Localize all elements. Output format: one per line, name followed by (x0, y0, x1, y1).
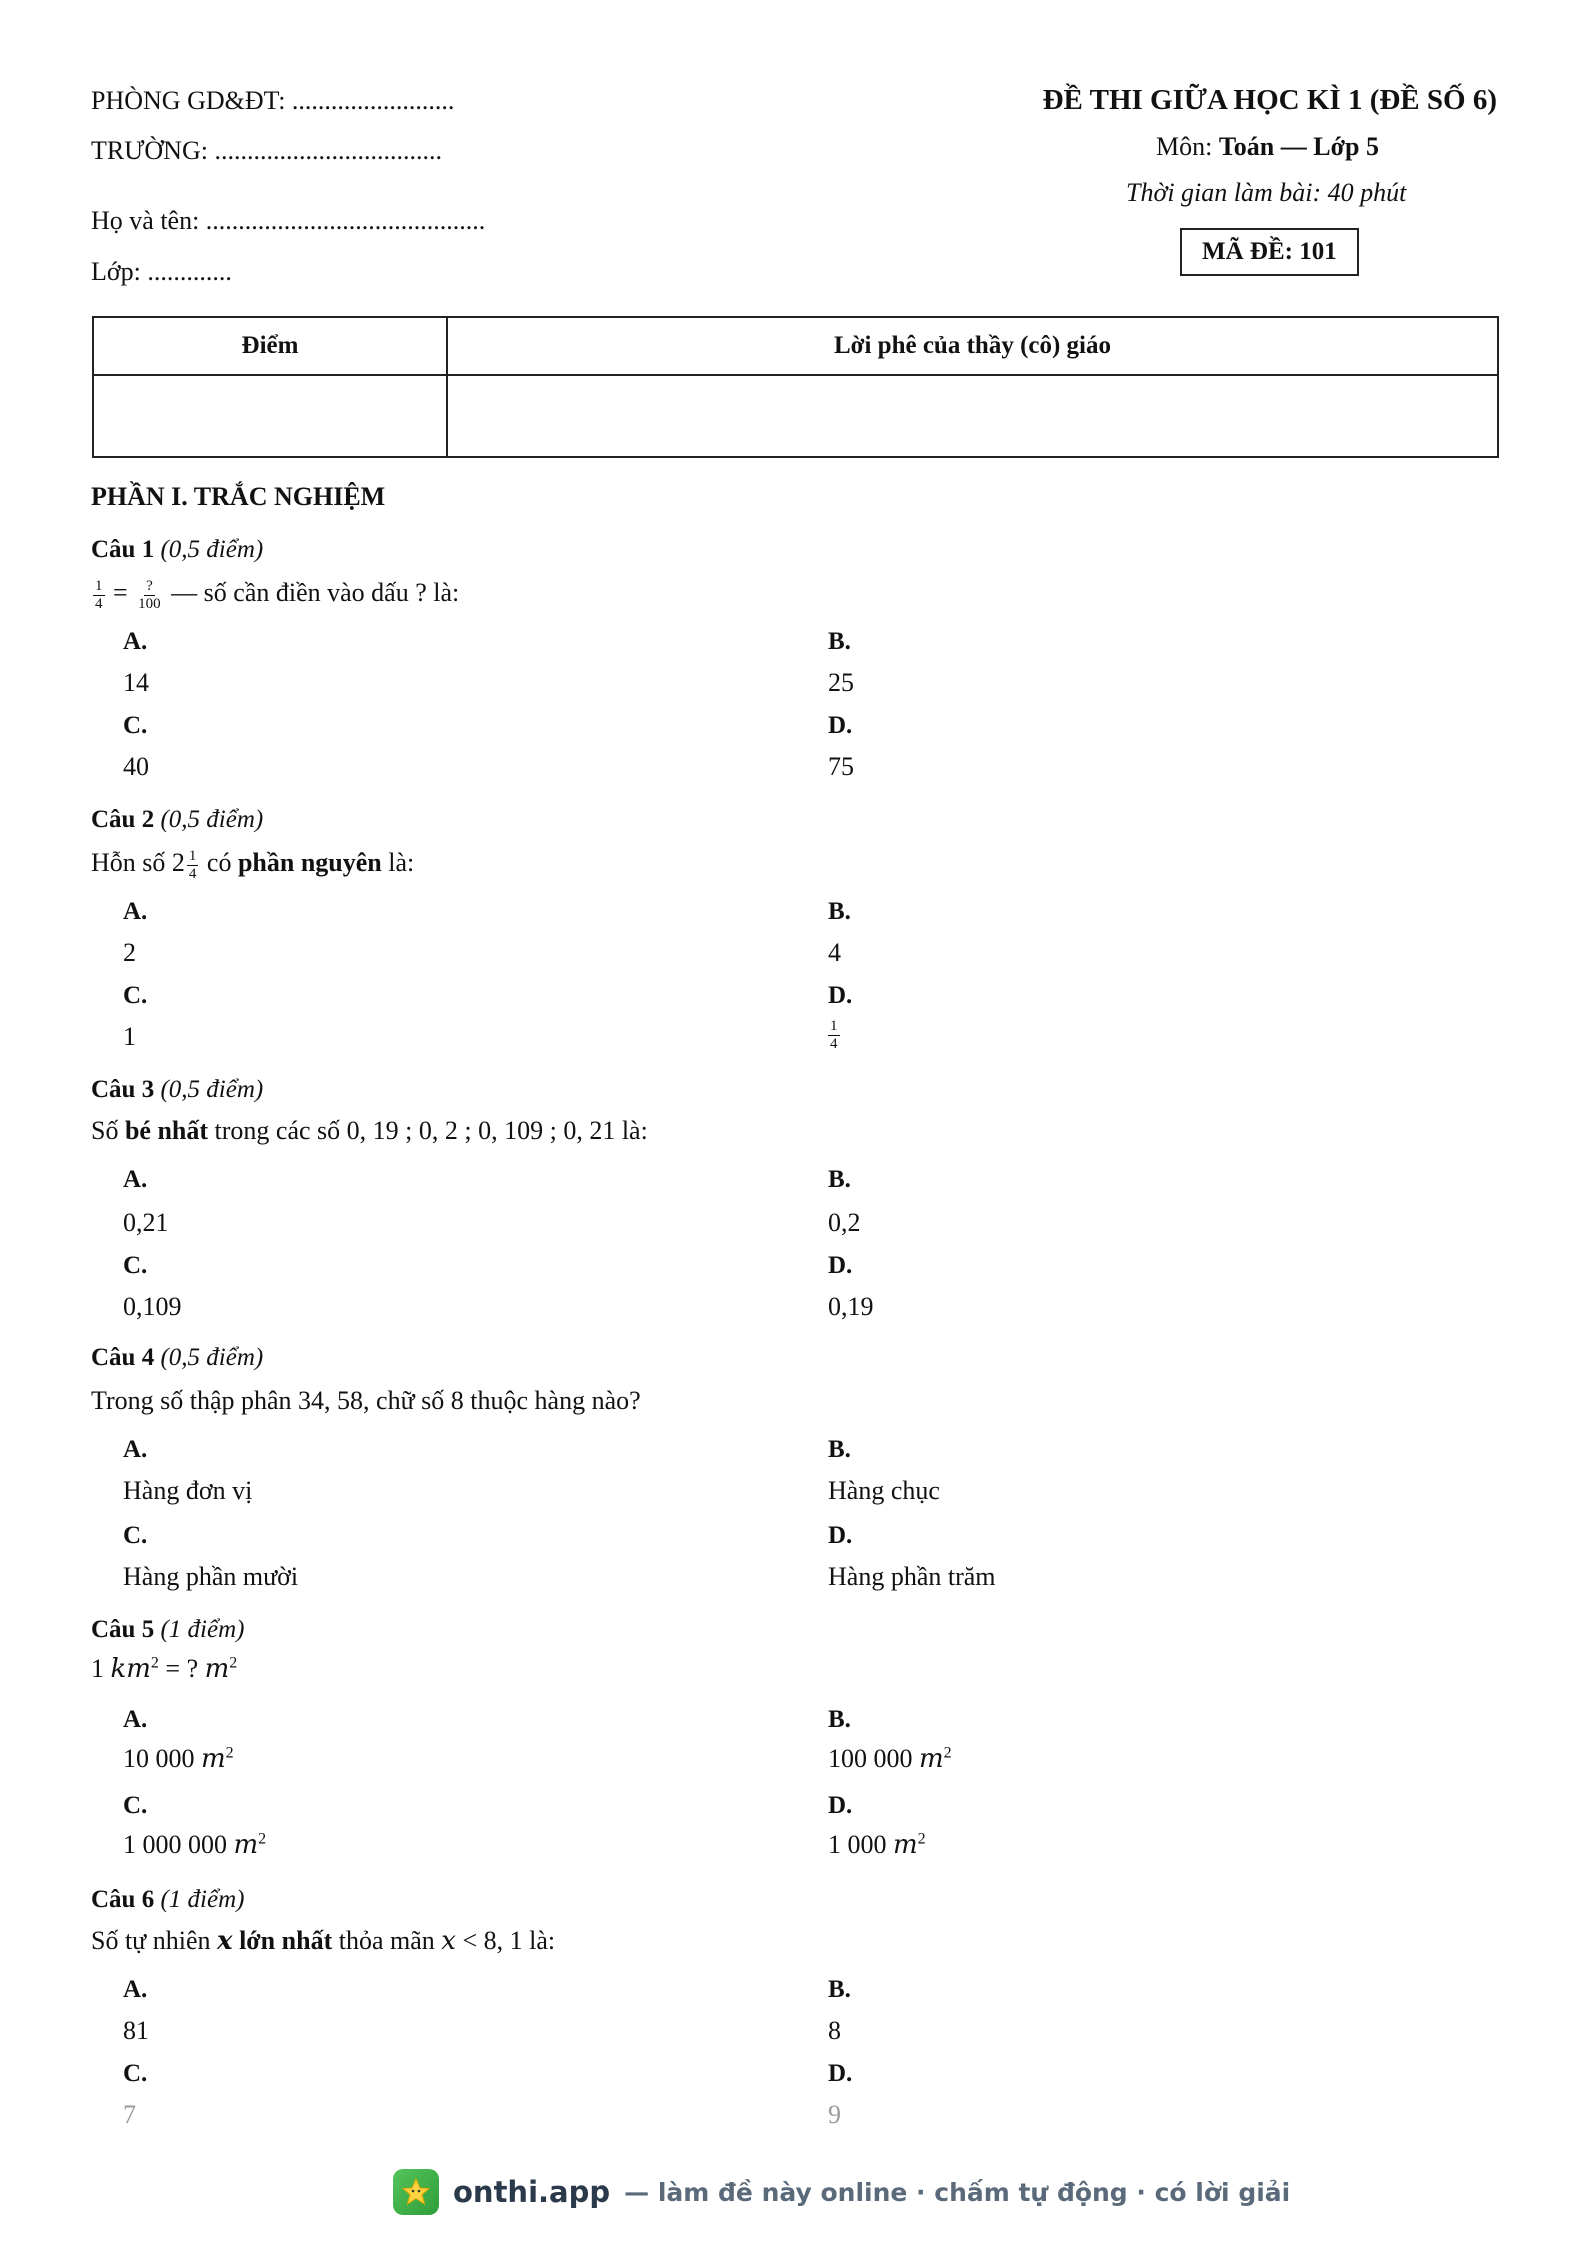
fraction (187, 849, 199, 882)
option-value[interactable]: 25 (828, 668, 854, 697)
question-points: (1 điểm) (160, 1886, 245, 1913)
option-value[interactable] (826, 1018, 842, 1052)
fraction-numerator: 1 (830, 1017, 838, 1034)
option-letter[interactable]: A. (123, 1976, 148, 2003)
stem-text: là: (381, 848, 415, 877)
question-6-header (91, 1886, 244, 1914)
option-letter[interactable]: C. (123, 982, 148, 1009)
stem-text: có (200, 848, 238, 877)
option-value[interactable]: Hàng phần trăm (828, 1562, 996, 1591)
option-letter[interactable]: B. (828, 898, 851, 925)
option-letter[interactable]: A. (123, 898, 148, 925)
brand-name[interactable]: onthi.app (453, 2175, 611, 2209)
question-3-stem (91, 1116, 648, 1146)
subject-prefix: Môn: (1156, 132, 1219, 161)
department-field: PHÒNG GD&ĐT: ......................... (91, 86, 455, 115)
unit: m (204, 1654, 230, 1684)
question-points: (0,5 điểm) (160, 1344, 264, 1371)
unit: m (201, 1744, 226, 1774)
unit: m (919, 1744, 944, 1774)
option-letter[interactable]: A. (123, 1166, 148, 1193)
equals-sign: = (113, 578, 128, 607)
option-value[interactable]: 9 (828, 2100, 841, 2129)
stem-text: Số (91, 1116, 125, 1145)
footer-tagline: — làm đề này online · chấm tự động · có lời giải (624, 2177, 1291, 2207)
question-label: Câu 5 (91, 1616, 155, 1643)
grade-table (92, 316, 1499, 458)
exponent: 2 (917, 1830, 926, 1848)
stem-text: trong các số 0, 19 ; 0, 2 ; 0, 109 ; 0, 21 là: (208, 1116, 648, 1145)
fraction (828, 1019, 840, 1052)
option-letter[interactable]: D. (828, 1792, 853, 1819)
option-value[interactable]: 2 (123, 938, 136, 967)
question-points: (1 điểm) (160, 1616, 245, 1643)
option-letter[interactable]: C. (123, 1792, 148, 1819)
option-value[interactable]: Hàng chục (828, 1476, 940, 1505)
question-1-header (91, 536, 263, 564)
option-value[interactable]: 0,19 (828, 1292, 874, 1321)
question-label: Câu 3 (91, 1076, 155, 1103)
option-letter[interactable]: C. (123, 2060, 148, 2087)
exponent: 2 (150, 1654, 159, 1672)
student-name-field: Họ và tên: ........................................... (91, 206, 486, 235)
exam-time: Thời gian làm bài: 40 phút (1126, 178, 1407, 207)
option-value[interactable]: 0,2 (828, 1208, 861, 1237)
comment-cell[interactable] (447, 375, 1498, 457)
section-title: PHẦN I. TRẮC NGHIỆM (91, 482, 386, 511)
fraction-denominator: 100 (138, 595, 161, 612)
option-letter[interactable]: B. (828, 1436, 851, 1463)
option-letter[interactable]: C. (123, 1522, 148, 1549)
question-1-stem (91, 578, 459, 612)
option-value[interactable]: 4 (828, 938, 841, 967)
question-2-header (91, 806, 263, 834)
question-points: (0,5 điểm) (160, 1076, 264, 1103)
question-4-stem: Trong số thập phân 34, 58, chữ số 8 thuộc hàng nào? (91, 1386, 641, 1415)
option-number: 100 000 (828, 1744, 919, 1773)
option-value[interactable] (123, 1830, 266, 1860)
stem-text: thỏa mãn (332, 1926, 442, 1955)
footer-banner[interactable] (393, 2168, 1290, 2216)
option-letter[interactable]: D. (828, 712, 853, 739)
exam-code: MÃ ĐỀ: 101 (1180, 228, 1359, 276)
option-value[interactable]: Hàng đơn vị (123, 1476, 253, 1505)
question-label: Câu 4 (91, 1344, 155, 1371)
stem-text: — số cần điền vào dấu ? là: (164, 578, 460, 607)
question-6-stem (91, 1926, 555, 1956)
question-label: Câu 6 (91, 1886, 155, 1913)
score-cell[interactable] (93, 375, 447, 457)
option-letter[interactable]: A. (123, 1706, 148, 1733)
stem-emphasis: bé nhất (124, 1116, 209, 1145)
stem-emphasis: phần nguyên (237, 848, 382, 877)
unit: m (233, 1830, 259, 1860)
fraction-numerator: 1 (95, 577, 103, 594)
variable: x (217, 1926, 233, 1956)
exponent: 2 (943, 1744, 952, 1762)
school-field: TRƯỜNG: ................................... (91, 136, 442, 165)
question-2-stem (91, 848, 414, 882)
unit: m (893, 1830, 918, 1860)
option-value[interactable]: 81 (123, 2016, 149, 2045)
option-letter[interactable]: B. (828, 628, 851, 655)
option-number: 1 000 (828, 1830, 893, 1859)
subject-name: Toán — Lớp 5 (1218, 132, 1379, 161)
fraction-denominator: 4 (830, 1035, 838, 1052)
option-letter[interactable]: B. (828, 1166, 851, 1193)
option-letter[interactable]: A. (123, 1436, 148, 1463)
option-value[interactable]: 75 (828, 752, 854, 781)
stem-text: 1 (91, 1654, 111, 1683)
option-letter[interactable]: A. (123, 628, 148, 655)
exponent: 2 (225, 1744, 234, 1762)
stem-text: Hỗn số 2 (91, 848, 185, 877)
option-value[interactable]: Hàng phần mười (123, 1562, 299, 1591)
exam-title: ĐỀ THI GIỮA HỌC KÌ 1 (ĐỀ SỐ 6) (1042, 84, 1497, 116)
option-value[interactable] (828, 1830, 926, 1860)
unit: km (110, 1654, 151, 1684)
option-value[interactable]: 8 (828, 2016, 841, 2045)
exponent: 2 (229, 1654, 238, 1672)
option-value[interactable] (123, 1744, 234, 1774)
fraction-numerator: ? (146, 577, 153, 594)
fraction-numerator: 1 (188, 847, 197, 864)
option-letter[interactable]: D. (828, 1252, 853, 1279)
option-number: 1 000 000 (123, 1830, 234, 1859)
star-icon[interactable] (393, 2169, 439, 2215)
question-5-stem (91, 1654, 237, 1684)
question-4-header (91, 1344, 263, 1372)
option-letter[interactable]: C. (123, 1252, 148, 1279)
fraction-denominator: 4 (188, 865, 197, 882)
question-label: Câu 2 (91, 806, 155, 833)
class-field: Lớp: ............. (91, 257, 232, 286)
stem-text: < 8, 1 là: (455, 1926, 556, 1955)
grade-table-header-score: Điểm (93, 317, 447, 375)
option-letter[interactable]: B. (828, 1976, 851, 2003)
stem-emphasis: lớn nhất (232, 1926, 333, 1955)
option-number: 10 000 (123, 1744, 201, 1773)
option-letter[interactable]: B. (828, 1706, 851, 1733)
question-5-header (91, 1616, 244, 1644)
option-value[interactable]: 0,21 (123, 1208, 169, 1237)
exponent: 2 (258, 1830, 267, 1848)
stem-text: Số tự nhiên (91, 1926, 218, 1955)
exam-subject (1156, 132, 1379, 162)
option-letter[interactable]: D. (828, 982, 853, 1009)
option-value[interactable] (828, 1744, 952, 1774)
option-value[interactable]: 7 (123, 2100, 136, 2129)
fraction-denominator: 4 (95, 595, 103, 612)
fraction (93, 579, 105, 612)
stem-text: = ? (158, 1654, 205, 1683)
question-3-header (91, 1076, 263, 1104)
option-value[interactable]: 1 (123, 1022, 136, 1051)
question-label: Câu 1 (91, 536, 155, 563)
option-value[interactable]: 0,109 (123, 1292, 182, 1321)
variable: x (441, 1926, 456, 1956)
option-letter[interactable]: C. (123, 712, 148, 739)
option-letter[interactable]: D. (828, 1522, 853, 1549)
question-points: (0,5 điểm) (160, 536, 264, 563)
grade-table-header-comment: Lời phê của thầy (cô) giáo (447, 317, 1498, 375)
question-points: (0,5 điểm) (160, 806, 264, 833)
exam-code-box (1180, 228, 1359, 276)
option-letter[interactable]: D. (828, 2060, 853, 2087)
option-value[interactable]: 40 (123, 752, 149, 781)
fraction (136, 579, 163, 612)
option-value[interactable]: 14 (123, 668, 149, 697)
